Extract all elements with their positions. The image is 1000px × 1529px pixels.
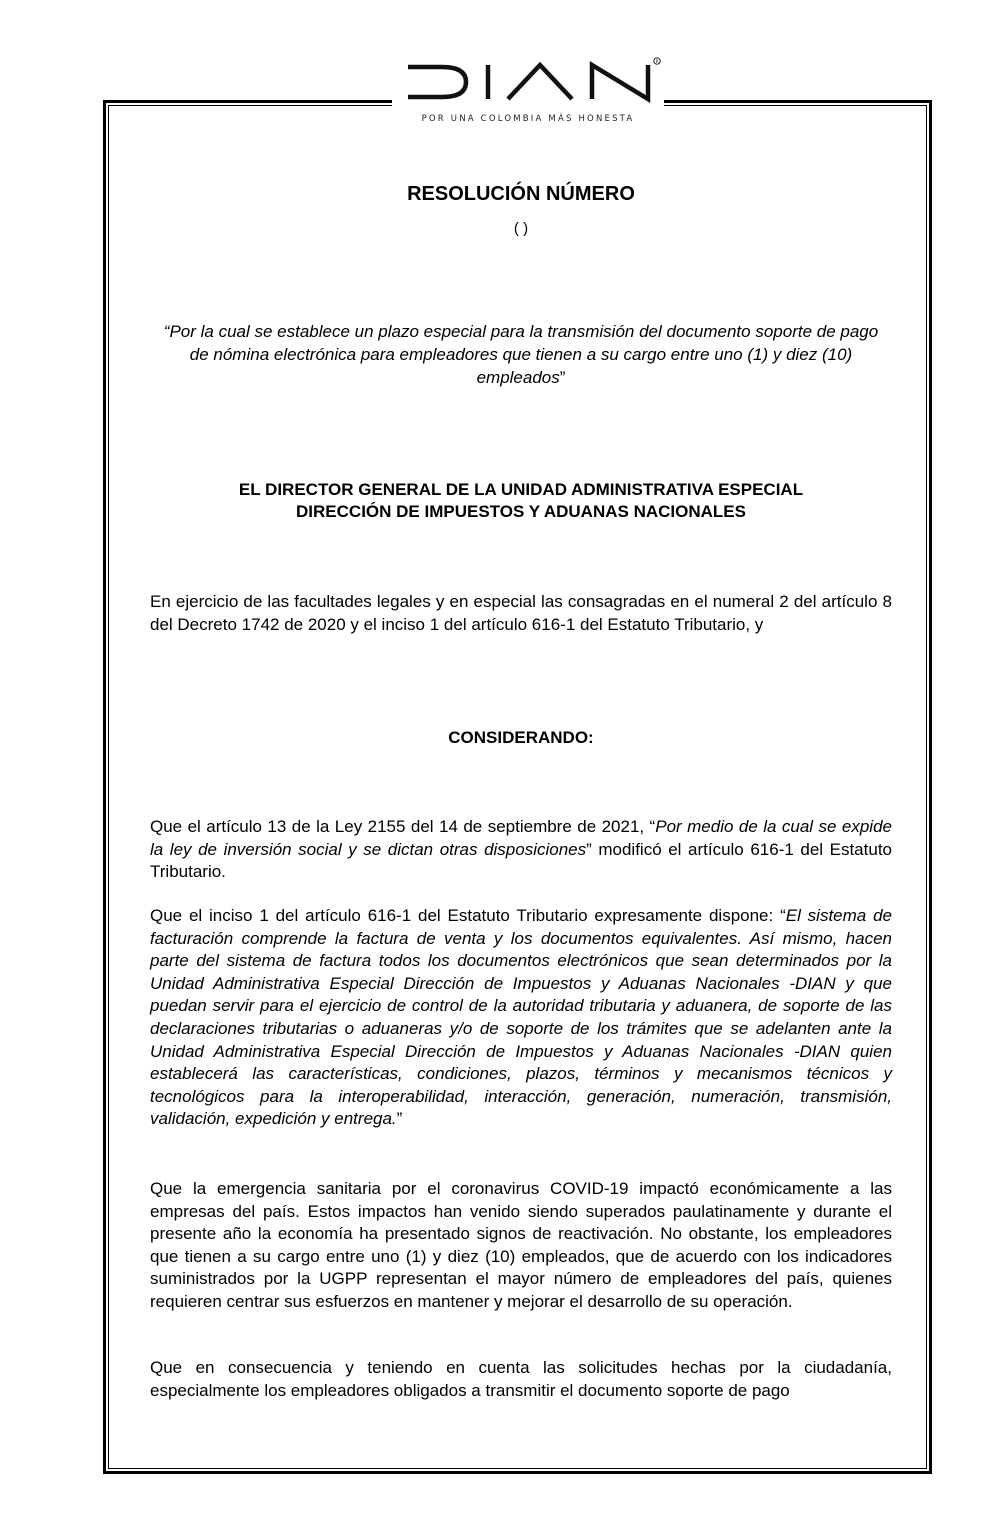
p1-after: ” modificó el artículo 616-1 del Estatuto Tributario. xyxy=(150,839,892,882)
dian-logo-mark xyxy=(400,56,670,112)
subject-text: Por la cual se establece un plazo especial para la transmisión del documento soporte de pago de nómina electrónica para empleadores que tienen a su cargo entre uno (1) y diez (10) empleados xyxy=(169,322,879,387)
subject-open-quote: “ xyxy=(163,322,170,341)
considerando-heading: CONSIDERANDO: xyxy=(448,728,594,747)
authority-line-2: DIRECCIÓN DE IMPUESTOS Y ADUANAS NACIONALES xyxy=(296,502,746,521)
subject-close-quote: ” xyxy=(559,368,566,387)
authority-line-1: EL DIRECTOR GENERAL DE LA UNIDAD ADMINISTRATIVA ESPECIAL xyxy=(238,480,804,499)
p2-after: ” xyxy=(396,1109,403,1129)
resolution-number: ( ) xyxy=(513,220,529,237)
considerando-paragraph-4: Que en consecuencia y teniendo en cuenta las solicitudes hechas por la ciudadanía, especialmente los empleadores obligados a transmitir el documento soporte de pago xyxy=(150,1358,892,1400)
resolution-subject xyxy=(160,320,882,389)
dian-logo xyxy=(400,56,670,112)
p2-italic: El sistema de facturación comprende la factura de venta y los documentos equivalentes. Así mismo, hacen parte del sistema de factura todos los documentos electrónicos que sean determinados por la Unidad Administrativa Especial Dirección de Impuestos y Aduanas Nacionales -DIAN y que puedan servir para el ejercicio de control de la autoridad tributaria y aduanera, de soporte de las declaraciones tributarias o aduaneras y/o de soporte de los trámites que se adelanten ante la Unidad Administrativa Especial Dirección de Impuestos y Aduanas Nacionales -DIAN quien establecerá las características, condiciones, plazos, términos y mecanismos técnicos y tecnológicos para la interoperabilidad, interacción, generación, numeración, transmisión, validación, expedición y entrega. xyxy=(150,906,892,1129)
considerando-paragraph-1 xyxy=(150,816,892,884)
p2-before: Que el inciso 1 del artículo 616-1 del Estatuto Tributario expresamente dispone: “ xyxy=(150,906,786,925)
authority-heading xyxy=(150,479,892,523)
logo-tagline: POR UNA COLOMBIA MÁS HONESTA xyxy=(421,114,635,124)
p1-before: Que el artículo 13 de la Ley 2155 del 14 de septiembre de 2021, “ xyxy=(150,817,656,836)
p1-italic: Por medio de la cual se expide la ley de inversión social y se dictan otras disposiciones xyxy=(150,817,892,859)
preamble-paragraph: En ejercicio de las facultades legales y en especial las consagradas en el numeral 2 del artículo 8 del Decreto 1742 de 2020 y el inciso 1 del artículo 616-1 del Estatuto Tributario, y xyxy=(150,592,892,634)
considerando-paragraph-3: Que la emergencia sanitaria por el coronavirus COVID-19 impactó económicamente a las empresas del país. Estos impactos han venido siendo superados paulatinamente y durante el presente año la economía ha presentado signos de reactivación. No obstante, los empleadores que tienen a su cargo entre uno (1) y diez (10) empleados, que de acuerdo con los indicadores suministrados por la UGPP representan el mayor número de empleadores del país, quienes requieren centrar sus esfuerzos en mantener y mejorar el desarrollo de su operación. xyxy=(150,1179,892,1311)
resolution-title: RESOLUCIÓN NÚMERO xyxy=(407,183,635,205)
svg-text:R: R xyxy=(655,59,659,65)
considerando-paragraph-2 xyxy=(150,905,892,1131)
